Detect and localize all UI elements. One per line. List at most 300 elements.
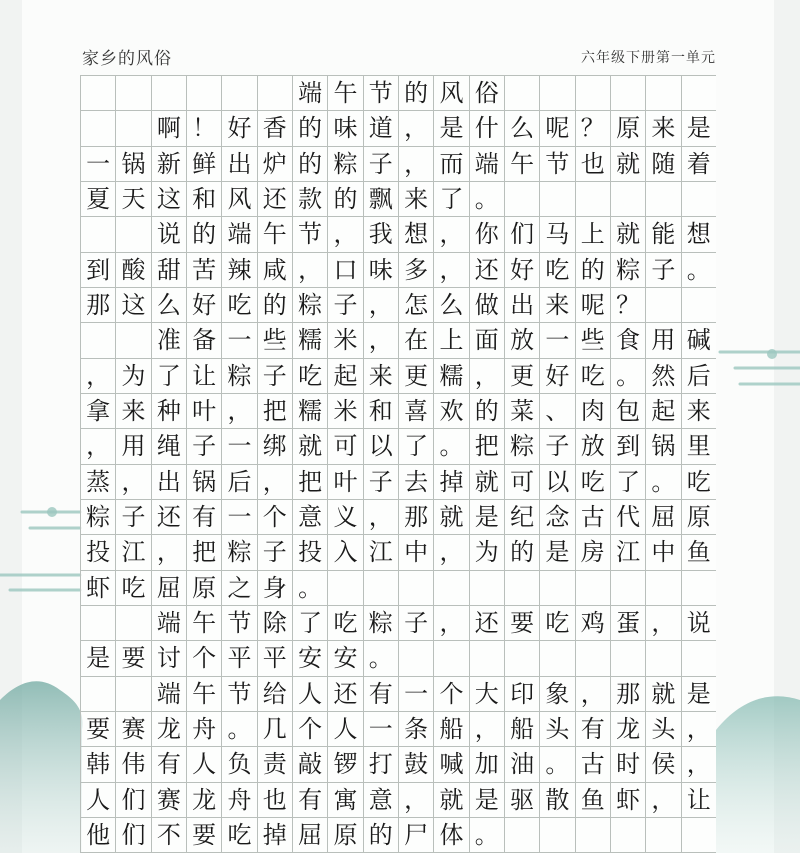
grid-cell: 飘 <box>364 182 399 217</box>
grid-cell: 锣 <box>328 747 363 782</box>
grid-cell: 吃 <box>540 606 575 641</box>
grid-cell <box>258 76 293 111</box>
grid-cell: 面 <box>470 323 505 358</box>
grid-cell <box>611 818 646 853</box>
grid-cell: 吃 <box>222 818 257 853</box>
grid-cell: 端 <box>470 147 505 182</box>
grid-cell: 粽 <box>222 535 257 570</box>
grid-cell <box>611 571 646 606</box>
grid-cell: 怎 <box>399 288 434 323</box>
grid-cell <box>399 571 434 606</box>
grid-cell <box>646 641 681 676</box>
grid-cell <box>116 323 151 358</box>
grid-cell: 好 <box>222 111 257 146</box>
grid-cell: ， <box>399 111 434 146</box>
grid-cell: 有 <box>187 500 222 535</box>
grid-cell: 子 <box>328 288 363 323</box>
grid-cell: 鱼 <box>576 783 611 818</box>
grid-cell: 的 <box>505 535 540 570</box>
grid-cell: 喊 <box>434 747 469 782</box>
grid-cell: 去 <box>399 465 434 500</box>
grid-cell: 把 <box>187 535 222 570</box>
grid-cell <box>682 182 716 217</box>
grid-cell: 让 <box>187 359 222 394</box>
grid-cell <box>116 111 151 146</box>
grid-cell: 糯 <box>434 359 469 394</box>
grid-cell: 的 <box>364 818 399 853</box>
grid-cell <box>540 76 575 111</box>
grid-cell: 是 <box>434 111 469 146</box>
grid-cell: 吃 <box>116 571 151 606</box>
grid-cell: 锅 <box>116 147 151 182</box>
grid-cell: 更 <box>505 359 540 394</box>
grid-cell: 掉 <box>258 818 293 853</box>
grid-cell: 夏 <box>81 182 116 217</box>
grid-cell: 以 <box>364 429 399 464</box>
grid-cell: 粽 <box>222 359 257 394</box>
grid-cell: 里 <box>682 429 716 464</box>
grid-cell: 江 <box>116 535 151 570</box>
grid-cell: 要 <box>187 818 222 853</box>
grid-cell: 散 <box>540 783 575 818</box>
grid-cell: 绑 <box>258 429 293 464</box>
grid-cell: 身 <box>258 571 293 606</box>
grid-cell: ？ <box>576 111 611 146</box>
grid-cell: ？ <box>611 288 646 323</box>
grid-cell: 子 <box>399 606 434 641</box>
grid-cell: 不 <box>152 818 187 853</box>
grid-cell: 碱 <box>682 323 716 358</box>
grid-cell: 出 <box>152 465 187 500</box>
grid-cell: 子 <box>364 465 399 500</box>
grid-cell: 叶 <box>187 394 222 429</box>
grid-cell <box>328 571 363 606</box>
grid-cell: 个 <box>187 641 222 676</box>
grid-cell: 粽 <box>328 147 363 182</box>
grid-cell: 的 <box>293 111 328 146</box>
grid-cell <box>540 641 575 676</box>
grid-cell: ， <box>470 712 505 747</box>
grid-cell: 安 <box>328 641 363 676</box>
grid-cell: 他 <box>81 818 116 853</box>
grid-cell: 了 <box>399 429 434 464</box>
grid-cell: 端 <box>152 606 187 641</box>
grid-cell: 随 <box>646 147 681 182</box>
writing-grid <box>80 75 716 853</box>
grid-cell <box>576 641 611 676</box>
grid-cell: 更 <box>399 359 434 394</box>
grid-cell: ， <box>222 394 257 429</box>
grid-cell: 吃 <box>682 465 716 500</box>
grid-cell: 龙 <box>152 712 187 747</box>
grid-cell: 你 <box>470 217 505 252</box>
grid-cell: 把 <box>470 429 505 464</box>
grid-cell: 种 <box>152 394 187 429</box>
grid-cell: 味 <box>328 111 363 146</box>
grid-cell: 用 <box>116 429 151 464</box>
grid-cell: 、 <box>540 394 575 429</box>
grid-cell: 平 <box>222 641 257 676</box>
grid-cell: 后 <box>222 465 257 500</box>
grid-cell: 上 <box>434 323 469 358</box>
grid-cell: 就 <box>611 217 646 252</box>
grid-cell: 炉 <box>258 147 293 182</box>
grid-cell: 来 <box>399 182 434 217</box>
grid-cell: 起 <box>646 394 681 429</box>
grid-cell: 呢 <box>540 111 575 146</box>
grid-cell: 们 <box>505 217 540 252</box>
grid-cell: 有 <box>364 677 399 712</box>
grid-cell: 原 <box>611 111 646 146</box>
grid-cell: 就 <box>646 677 681 712</box>
grid-cell: 就 <box>611 147 646 182</box>
grid-cell: 们 <box>116 818 151 853</box>
grid-cell: ， <box>646 783 681 818</box>
grid-cell: 要 <box>505 606 540 641</box>
grid-cell <box>682 571 716 606</box>
grid-cell: 节 <box>222 677 257 712</box>
grid-cell: ， <box>116 465 151 500</box>
grid-cell: 就 <box>293 429 328 464</box>
grid-cell: 人 <box>328 712 363 747</box>
grid-cell: 负 <box>222 747 257 782</box>
grid-cell: 责 <box>258 747 293 782</box>
grid-cell: 古 <box>576 500 611 535</box>
grid-cell: 绳 <box>152 429 187 464</box>
grid-cell: 些 <box>258 323 293 358</box>
grid-cell: 着 <box>682 147 716 182</box>
grid-cell: 来 <box>540 288 575 323</box>
grid-cell: ， <box>434 253 469 288</box>
grid-cell: 锅 <box>646 429 681 464</box>
grid-cell: 午 <box>187 606 222 641</box>
grid-cell: 是 <box>540 535 575 570</box>
grid-cell: ， <box>399 147 434 182</box>
grid-cell: ！ <box>187 111 222 146</box>
grid-cell: 子 <box>646 253 681 288</box>
grid-cell: 还 <box>258 182 293 217</box>
grid-cell: 味 <box>364 253 399 288</box>
grid-cell: ， <box>293 253 328 288</box>
grid-cell: 食 <box>611 323 646 358</box>
grid-cell: 们 <box>116 783 151 818</box>
grid-cell <box>505 182 540 217</box>
grid-cell: ， <box>434 535 469 570</box>
grid-cell: 的 <box>399 76 434 111</box>
grid-cell: 还 <box>328 677 363 712</box>
grid-cell: 原 <box>187 571 222 606</box>
grid-cell: 是 <box>682 111 716 146</box>
grid-cell <box>646 818 681 853</box>
grid-cell <box>81 323 116 358</box>
grid-cell: 俗 <box>470 76 505 111</box>
grid-cell: 屈 <box>152 571 187 606</box>
grid-cell: 米 <box>328 323 363 358</box>
grid-cell: 也 <box>576 147 611 182</box>
grid-cell: 一 <box>399 677 434 712</box>
grid-cell: 。 <box>611 359 646 394</box>
grid-cell <box>646 76 681 111</box>
grid-cell: 些 <box>576 323 611 358</box>
grid-cell <box>81 76 116 111</box>
grid-cell: 侯 <box>646 747 681 782</box>
grid-cell: 蒸 <box>81 465 116 500</box>
grid-cell <box>682 288 716 323</box>
grid-cell <box>81 217 116 252</box>
grid-cell: 人 <box>81 783 116 818</box>
grid-cell: 念 <box>540 500 575 535</box>
grid-cell <box>470 641 505 676</box>
grid-cell: 人 <box>187 747 222 782</box>
grid-cell <box>646 182 681 217</box>
grid-cell: 原 <box>328 818 363 853</box>
grid-cell <box>505 571 540 606</box>
grid-cell: 午 <box>505 147 540 182</box>
grid-cell: 把 <box>258 394 293 429</box>
grid-cell: 那 <box>611 677 646 712</box>
grid-cell: 来 <box>682 394 716 429</box>
grid-cell: 节 <box>540 147 575 182</box>
grid-cell: 了 <box>293 606 328 641</box>
grid-cell: 加 <box>470 747 505 782</box>
grid-cell: 粽 <box>293 288 328 323</box>
grid-cell <box>682 76 716 111</box>
grid-cell: 屈 <box>293 818 328 853</box>
grid-cell: 尸 <box>399 818 434 853</box>
grid-cell: 时 <box>611 747 646 782</box>
grid-cell: 还 <box>470 253 505 288</box>
grid-cell: 香 <box>258 111 293 146</box>
grid-cell: 还 <box>152 500 187 535</box>
grid-cell: 这 <box>152 182 187 217</box>
grid-cell <box>682 818 716 853</box>
grid-cell: 是 <box>81 641 116 676</box>
grid-cell <box>116 217 151 252</box>
grid-cell: 象 <box>540 677 575 712</box>
grid-cell: 。 <box>364 641 399 676</box>
grid-cell: 子 <box>540 429 575 464</box>
grid-cell: 子 <box>258 535 293 570</box>
grid-cell: 赛 <box>152 783 187 818</box>
grid-cell: 还 <box>470 606 505 641</box>
grid-cell: 印 <box>505 677 540 712</box>
grid-cell: 中 <box>646 535 681 570</box>
grid-cell: 粽 <box>81 500 116 535</box>
grid-cell: 讨 <box>152 641 187 676</box>
grid-cell: 端 <box>222 217 257 252</box>
grid-cell: 说 <box>682 606 716 641</box>
grid-cell: 马 <box>540 217 575 252</box>
grid-cell: 了 <box>611 465 646 500</box>
grid-cell: ， <box>364 323 399 358</box>
grid-cell: 出 <box>222 147 257 182</box>
grid-cell <box>116 677 151 712</box>
grid-cell <box>152 76 187 111</box>
grid-cell: ， <box>81 359 116 394</box>
grid-cell: 那 <box>81 288 116 323</box>
grid-cell: 体 <box>434 818 469 853</box>
grid-cell: 以 <box>540 465 575 500</box>
grid-cell: 有 <box>293 783 328 818</box>
grid-cell: 款 <box>293 182 328 217</box>
grid-cell: 的 <box>328 182 363 217</box>
grid-cell: 糯 <box>293 323 328 358</box>
grid-cell: 鲜 <box>187 147 222 182</box>
grid-cell: 肉 <box>576 394 611 429</box>
grid-cell: 来 <box>116 394 151 429</box>
grid-cell: 吃 <box>293 359 328 394</box>
grid-cell: 为 <box>116 359 151 394</box>
grid-cell: 的 <box>470 394 505 429</box>
grid-cell: ， <box>364 500 399 535</box>
grid-cell: 米 <box>328 394 363 429</box>
grid-cell: 几 <box>258 712 293 747</box>
grid-cell: 可 <box>328 429 363 464</box>
grid-cell: 的 <box>293 147 328 182</box>
grid-cell: 让 <box>682 783 716 818</box>
grid-cell: 寓 <box>328 783 363 818</box>
grid-cell: 鼓 <box>399 747 434 782</box>
grid-cell: 个 <box>293 712 328 747</box>
grid-cell: 放 <box>576 429 611 464</box>
grid-cell: 一 <box>364 712 399 747</box>
grid-cell: 午 <box>187 677 222 712</box>
grid-cell: 个 <box>258 500 293 535</box>
grid-cell: 也 <box>258 783 293 818</box>
grid-cell: 给 <box>258 677 293 712</box>
grid-cell <box>505 641 540 676</box>
grid-cell: 打 <box>364 747 399 782</box>
grid-cell: 平 <box>258 641 293 676</box>
grid-cell: ， <box>682 712 716 747</box>
grid-cell: 意 <box>293 500 328 535</box>
grid-cell: 古 <box>576 747 611 782</box>
grid-cell: 子 <box>187 429 222 464</box>
grid-cell: 驱 <box>505 783 540 818</box>
grid-cell <box>399 641 434 676</box>
grid-cell: 纪 <box>505 500 540 535</box>
grid-cell: 的 <box>187 217 222 252</box>
grid-cell: 有 <box>152 747 187 782</box>
grid-cell <box>646 288 681 323</box>
grid-cell <box>611 182 646 217</box>
grid-cell <box>611 76 646 111</box>
grid-cell: 有 <box>576 712 611 747</box>
grid-cell: 天 <box>116 182 151 217</box>
grid-cell: 口 <box>328 253 363 288</box>
grid-cell: 什 <box>470 111 505 146</box>
grid-cell: 端 <box>293 76 328 111</box>
grid-cell: 掉 <box>434 465 469 500</box>
grid-cell: 准 <box>152 323 187 358</box>
grid-cell: ， <box>470 359 505 394</box>
grid-cell: 。 <box>293 571 328 606</box>
grid-cell: 吃 <box>576 359 611 394</box>
grid-cell: 船 <box>434 712 469 747</box>
grid-cell: 大 <box>470 677 505 712</box>
grid-cell <box>81 677 116 712</box>
grid-cell: 想 <box>682 217 716 252</box>
grid-cell: 子 <box>258 359 293 394</box>
grid-cell: 头 <box>646 712 681 747</box>
grid-cell: ， <box>576 677 611 712</box>
grid-cell: 吃 <box>540 253 575 288</box>
grid-cell: 到 <box>611 429 646 464</box>
grid-cell: 房 <box>576 535 611 570</box>
grid-cell: 糯 <box>293 394 328 429</box>
grid-cell: 。 <box>646 465 681 500</box>
grid-cell: 之 <box>222 571 257 606</box>
grid-cell: ， <box>258 465 293 500</box>
grid-cell: 。 <box>682 253 716 288</box>
grid-cell <box>434 571 469 606</box>
grid-cell: 包 <box>611 394 646 429</box>
grid-cell <box>646 571 681 606</box>
grid-cell: 一 <box>540 323 575 358</box>
grid-cell: 江 <box>611 535 646 570</box>
grid-cell: 咸 <box>258 253 293 288</box>
grid-cell: 上 <box>576 217 611 252</box>
grid-cell: ， <box>328 217 363 252</box>
grid-cell <box>576 818 611 853</box>
unit-label: 六年级下册第一单元 <box>581 50 716 66</box>
grid-cell <box>81 606 116 641</box>
grid-cell: 一 <box>222 500 257 535</box>
grid-cell: 锅 <box>187 465 222 500</box>
grid-cell: 原 <box>682 500 716 535</box>
grid-cell: 甜 <box>152 253 187 288</box>
grid-cell: 子 <box>116 500 151 535</box>
grid-cell: ， <box>152 535 187 570</box>
grid-cell: 出 <box>505 288 540 323</box>
grid-cell: 的 <box>576 253 611 288</box>
grid-cell: 人 <box>293 677 328 712</box>
grid-cell: 。 <box>540 747 575 782</box>
grid-cell: 船 <box>505 712 540 747</box>
grid-cell: 粽 <box>364 606 399 641</box>
grid-cell: 苦 <box>187 253 222 288</box>
grid-cell: 就 <box>470 465 505 500</box>
grid-cell: 午 <box>328 76 363 111</box>
grid-cell <box>576 571 611 606</box>
grid-cell: 端 <box>152 677 187 712</box>
grid-cell: 风 <box>222 182 257 217</box>
essay-header-title: 家乡的风俗 <box>82 49 172 69</box>
grid-cell: 和 <box>364 394 399 429</box>
grid-cell: 多 <box>399 253 434 288</box>
grid-cell: 。 <box>470 182 505 217</box>
grid-cell: 龙 <box>611 712 646 747</box>
grid-cell: 把 <box>293 465 328 500</box>
grid-cell: 来 <box>646 111 681 146</box>
grid-cell <box>682 641 716 676</box>
grid-cell: 敲 <box>293 747 328 782</box>
writing-grid-area <box>80 75 716 853</box>
grid-cell: 然 <box>646 359 681 394</box>
grid-cell: 头 <box>540 712 575 747</box>
grid-cell: 就 <box>434 783 469 818</box>
grid-cell: 而 <box>434 147 469 182</box>
grid-cell: 是 <box>682 677 716 712</box>
grid-cell: ， <box>434 606 469 641</box>
grid-cell: 酸 <box>116 253 151 288</box>
grid-cell <box>505 76 540 111</box>
grid-cell: 来 <box>364 359 399 394</box>
grid-cell: 节 <box>364 76 399 111</box>
grid-cell: 后 <box>682 359 716 394</box>
grid-cell: 个 <box>434 677 469 712</box>
grid-cell: 节 <box>293 217 328 252</box>
